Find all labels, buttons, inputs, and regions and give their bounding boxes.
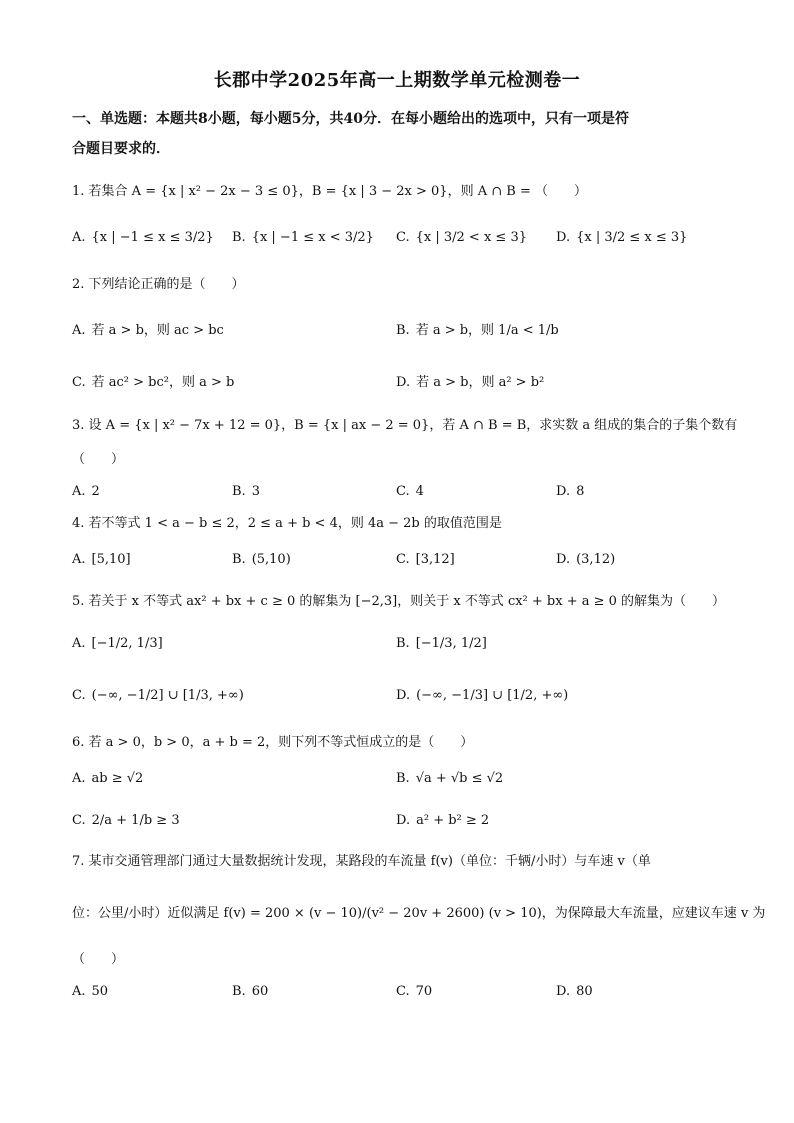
option-label: D. bbox=[556, 984, 571, 999]
question-6-option-b bbox=[396, 769, 503, 789]
question-1-option-c bbox=[396, 228, 527, 248]
option-label: B. bbox=[232, 230, 246, 245]
question-3-option-d bbox=[556, 482, 584, 502]
option-label: D. bbox=[396, 688, 411, 703]
question-6-option-c bbox=[72, 811, 180, 831]
option-label: B. bbox=[232, 484, 246, 499]
option-text: [−1/3, 1/2] bbox=[415, 636, 487, 651]
option-label: B. bbox=[232, 552, 246, 567]
question-5-option-c bbox=[72, 686, 244, 706]
option-text: ab ≥ √2 bbox=[91, 771, 144, 786]
section-heading-line-1: 一、单选题：本题共8小题，每小题5分，共40分．在每小题给出的选项中，只有一项是符 bbox=[72, 111, 629, 127]
question-2-stem: 2. 下列结论正确的是（ ） bbox=[72, 277, 245, 292]
option-label: A. bbox=[72, 552, 86, 567]
question-6-option-a bbox=[72, 769, 143, 789]
option-text: 若 ac² > bc²，则 a > b bbox=[91, 375, 235, 390]
option-label: D. bbox=[556, 230, 571, 245]
option-text: (5,10) bbox=[251, 552, 291, 567]
option-text: (−∞, −1/2] ∪ [1/3, +∞) bbox=[91, 688, 244, 703]
question-2-option-d bbox=[396, 373, 544, 393]
option-label: B. bbox=[232, 984, 246, 999]
option-text: a² + b² ≥ 2 bbox=[416, 813, 490, 828]
option-label: D. bbox=[556, 552, 571, 567]
section-heading bbox=[72, 104, 722, 164]
option-text: {x | 3/2 < x ≤ 3} bbox=[415, 230, 527, 245]
question-5-option-b bbox=[396, 634, 487, 654]
section-heading-line-2: 合题目要求的． bbox=[72, 141, 170, 157]
option-text: [−1/2, 1/3] bbox=[91, 636, 163, 651]
option-text: (3,12) bbox=[576, 552, 616, 567]
option-text: 4 bbox=[415, 484, 424, 499]
question-7-stem-line-3: （ ） bbox=[72, 952, 125, 967]
option-text: 60 bbox=[251, 984, 269, 999]
question-4-option-d bbox=[556, 550, 615, 570]
option-text: [5,10] bbox=[91, 552, 131, 567]
question-1-option-a bbox=[72, 228, 214, 248]
option-text: 2/a + 1/b ≥ 3 bbox=[91, 813, 180, 828]
question-2-option-a bbox=[72, 321, 224, 341]
question-3-option-a bbox=[72, 482, 100, 502]
option-text: {x | −1 ≤ x ≤ 3/2} bbox=[91, 230, 214, 245]
question-7-option-a bbox=[72, 982, 108, 1002]
question-2-option-b bbox=[396, 321, 559, 341]
option-text: {x | −1 ≤ x < 3/2} bbox=[251, 230, 374, 245]
option-label: C. bbox=[396, 552, 410, 567]
option-text: [3,12] bbox=[415, 552, 455, 567]
question-5-stem: 5. 若关于 x 不等式 ax² + bx + c ≥ 0 的解集为 [−2,3]，则关于 x 不等式 cx² + bx + a ≥ 0 的解集为（ ） bbox=[72, 594, 726, 609]
option-label: C. bbox=[396, 984, 410, 999]
question-7-stem-line-2: 位：公里/小时）近似满足 f(v) = 200 × (v − 10)/(v² − 20v + 2600) (v > 10)，为保障最大车流量，应建议车速 v 为 bbox=[72, 906, 766, 921]
question-4-option-a bbox=[72, 550, 131, 570]
option-label: D. bbox=[556, 484, 571, 499]
question-3-option-b bbox=[232, 482, 260, 502]
option-label: D. bbox=[396, 375, 411, 390]
option-text: 若 a > b，则 1/a < 1/b bbox=[415, 323, 559, 338]
question-3-option-c bbox=[396, 482, 424, 502]
option-label: A. bbox=[72, 230, 86, 245]
option-label: B. bbox=[396, 636, 410, 651]
question-7-option-b bbox=[232, 982, 268, 1002]
question-7-option-c bbox=[396, 982, 432, 1002]
question-3-stem-line-1: 3. 设 A = {x | x² − 7x + 12 = 0}，B = {x | ax − 2 = 0}，若 A ∩ B = B，求实数 a 组成的集合的子集个数有 bbox=[72, 418, 738, 433]
option-label: A. bbox=[72, 771, 86, 786]
question-1-option-b bbox=[232, 228, 374, 248]
option-text: 50 bbox=[91, 984, 109, 999]
option-text: √a + √b ≤ √2 bbox=[415, 771, 504, 786]
question-1-stem: 1. 若集合 A = {x | x² − 2x − 3 ≤ 0}，B = {x | 3 − 2x > 0}，则 A ∩ B = （ ） bbox=[72, 184, 587, 199]
question-2-option-c bbox=[72, 373, 234, 393]
option-label: C. bbox=[72, 813, 86, 828]
option-text: 3 bbox=[251, 484, 260, 499]
question-5-option-a bbox=[72, 634, 163, 654]
option-label: C. bbox=[72, 375, 86, 390]
question-4-option-c bbox=[396, 550, 455, 570]
question-6-stem: 6. 若 a > 0，b > 0，a + b = 2，则下列不等式恒成立的是（ ） bbox=[72, 735, 474, 750]
option-text: (−∞, −1/3] ∪ [1/2, +∞) bbox=[416, 688, 569, 703]
question-5-option-d bbox=[396, 686, 568, 706]
option-label: C. bbox=[72, 688, 86, 703]
option-label: A. bbox=[72, 484, 86, 499]
option-label: A. bbox=[72, 323, 86, 338]
page-title: 长郡中学2025年高一上期数学单元检测卷一 bbox=[213, 70, 581, 91]
option-label: B. bbox=[396, 323, 410, 338]
option-label: A. bbox=[72, 984, 86, 999]
option-text: 若 a > b，则 a² > b² bbox=[416, 375, 545, 390]
option-label: C. bbox=[396, 484, 410, 499]
question-7-option-d bbox=[556, 982, 593, 1002]
option-text: 8 bbox=[576, 484, 585, 499]
option-label: C. bbox=[396, 230, 410, 245]
option-text: {x | 3/2 ≤ x ≤ 3} bbox=[576, 230, 688, 245]
option-text: 70 bbox=[415, 984, 433, 999]
question-7-stem-line-1: 7. 某市交通管理部门通过大量数据统计发现，某路段的车流量 f(v)（单位：千辆/小时）与车速 v（单 bbox=[72, 854, 651, 869]
option-text: 若 a > b，则 ac > bc bbox=[91, 323, 224, 338]
option-label: B. bbox=[396, 771, 410, 786]
question-1-option-d bbox=[556, 228, 687, 248]
option-label: D. bbox=[396, 813, 411, 828]
option-label: A. bbox=[72, 636, 86, 651]
question-4-stem: 4. 若不等式 1 < a − b ≤ 2，2 ≤ a + b < 4，则 4a − 2b 的取值范围是 bbox=[72, 516, 502, 531]
question-4-option-b bbox=[232, 550, 291, 570]
question-3-stem-line-2: （ ） bbox=[72, 452, 125, 467]
question-6-option-d bbox=[396, 811, 489, 831]
option-text: 2 bbox=[91, 484, 100, 499]
option-text: 80 bbox=[576, 984, 593, 999]
